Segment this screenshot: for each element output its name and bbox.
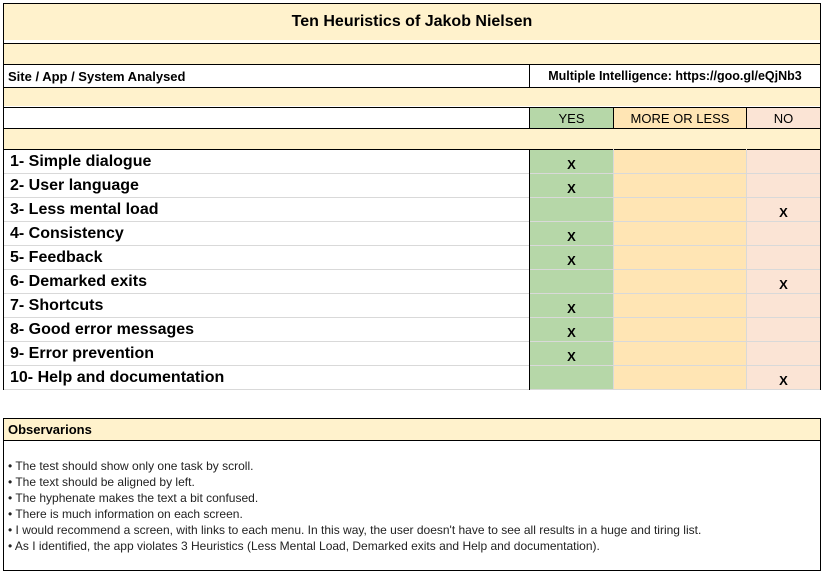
spacer-row-2	[4, 88, 820, 106]
observation-item: • As I identified, the app violates 3 Heuristics (Less Mental Load, Demarked exits and Help and documentation).	[8, 538, 818, 554]
answer-cell-yes	[530, 198, 613, 221]
answer-cell-more-or-less	[614, 150, 746, 173]
answer-cell-no: X	[747, 366, 820, 389]
observation-item: • The text should be aligned by left.	[8, 474, 818, 490]
answer-cell-more-or-less	[614, 342, 746, 365]
heuristic-label: 6- Demarked exits	[10, 272, 147, 290]
answer-cell-more-or-less	[614, 366, 746, 389]
observation-item: • There is much information on each screen.	[8, 506, 818, 522]
observation-item: • The hyphenate makes the text a bit confused.	[8, 490, 818, 506]
heuristic-label: 2- User language	[10, 176, 139, 194]
answer-cell-no: X	[747, 270, 820, 293]
observations-list	[8, 458, 818, 554]
heuristic-label: 9- Error prevention	[10, 344, 155, 362]
answer-cell-yes: X	[530, 294, 613, 317]
answer-cell-more-or-less	[614, 246, 746, 269]
answer-cell-yes: X	[530, 246, 613, 269]
column-header-no: NO	[747, 108, 820, 128]
answer-cell-more-or-less	[614, 198, 746, 221]
answer-cell-no: X	[747, 198, 820, 221]
answer-cell-more-or-less	[614, 270, 746, 293]
answer-cell-yes: X	[530, 150, 613, 173]
answer-cell-more-or-less	[614, 318, 746, 341]
answer-cell-yes	[530, 270, 613, 293]
column-header-yes: YES	[530, 108, 613, 128]
answer-cell-yes: X	[530, 342, 613, 365]
observation-item: • I would recommend a screen, with links to each menu. In this way, the user doesn't have to see all results in a huge and tiring list.	[8, 522, 818, 538]
answer-cell-no	[747, 150, 820, 173]
site-value: Multiple Intelligence: https://goo.gl/eQjNb3	[548, 69, 802, 83]
answer-cell-no	[747, 222, 820, 245]
observation-item: • The test should show only one task by scroll.	[8, 458, 818, 474]
answer-cell-no	[747, 246, 820, 269]
answer-cell-no	[747, 342, 820, 365]
site-label: Site / App / System Analysed	[8, 68, 186, 84]
spacer-row	[4, 44, 820, 64]
heuristic-label: 7- Shortcuts	[10, 296, 104, 314]
answer-cell-no	[747, 174, 820, 197]
answer-cell-no	[747, 294, 820, 317]
heuristic-label: 8- Good error messages	[10, 320, 195, 338]
answer-cell-yes	[530, 366, 613, 389]
answer-cell-yes: X	[530, 222, 613, 245]
heuristic-label: 3- Less mental load	[10, 200, 159, 218]
spacer-row-3	[4, 129, 820, 149]
answer-cell-yes: X	[530, 174, 613, 197]
heuristic-label: 1- Simple dialogue	[10, 152, 152, 170]
answer-cell-more-or-less	[614, 294, 746, 317]
answer-cell-yes: X	[530, 318, 613, 341]
heuristic-label: 5- Feedback	[10, 248, 103, 266]
column-header-more-or-less: MORE OR LESS	[614, 108, 746, 128]
observations-label: Observarions	[4, 419, 820, 440]
sheet-title: Ten Heuristics of Jakob Nielsen	[4, 4, 820, 40]
answer-cell-more-or-less	[614, 174, 746, 197]
answer-cell-more-or-less	[614, 222, 746, 245]
heuristic-label: 4- Consistency	[10, 224, 124, 242]
answer-cell-no	[747, 318, 820, 341]
heuristic-label: 10- Help and documentation	[10, 368, 225, 386]
